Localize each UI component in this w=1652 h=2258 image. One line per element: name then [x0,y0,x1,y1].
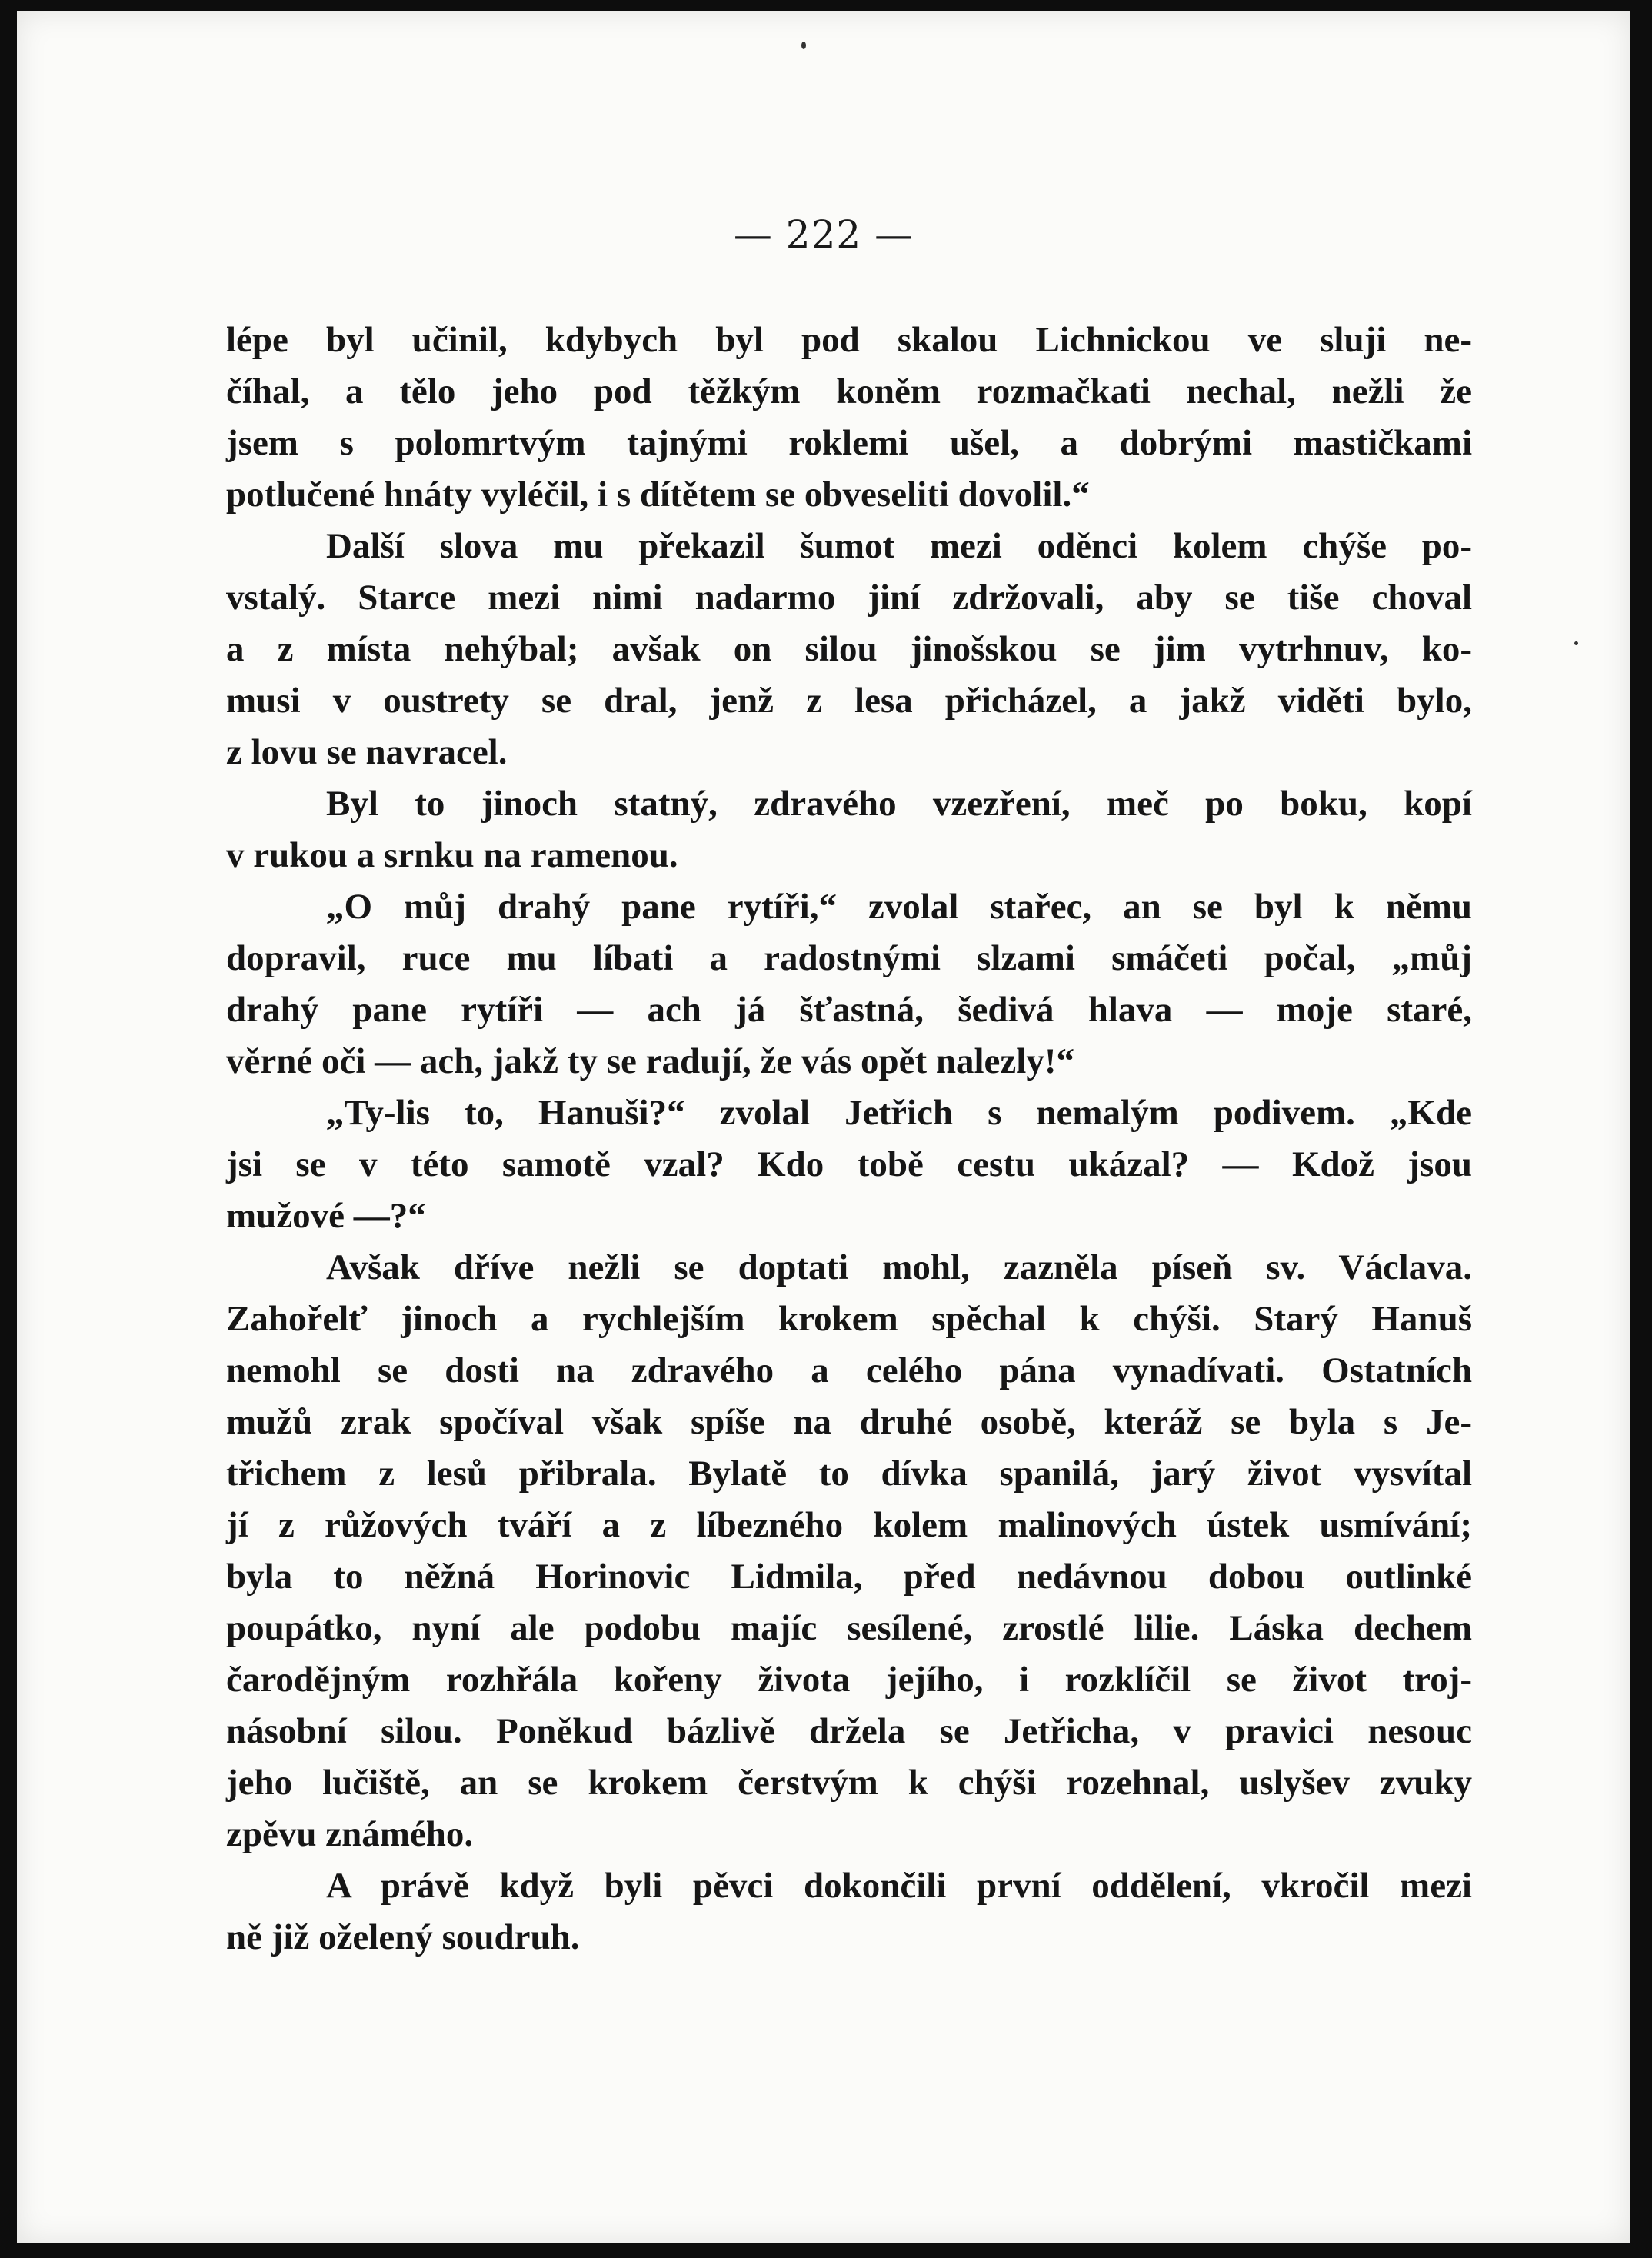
text-line: čarodějným rozhřála kořeny života jejího, i rozklíčil se život troj- [226,1660,1472,1700]
text-line: nemohl se dosti na zdravého a celého pána vynadívati. Ostatních [226,1350,1472,1390]
text-line: potlučené hnáty vyléčil, i s dítětem se obveseliti dovolil.“ [226,475,1090,515]
text-line: lépe byl učinil, kdybych byl pod skalou Lichnickou ve sluji ne- [226,320,1472,360]
paragraph [226,1242,1472,1860]
text-line: věrné oči — ach, jakž ty se radují, že vás opět nalezly!“ [226,1041,1074,1081]
text-line: mužové —?“ [226,1196,426,1236]
paragraph [226,1860,1472,1963]
body-text [226,315,1472,1963]
text-line: z lovu se navracel. [226,732,508,772]
text-line: zpěvu známého. [226,1814,474,1854]
speck-mark [1574,641,1578,645]
text-line: „Ty-lis to, Hanuši?“ zvolal Jetřich s nemalým podivem. „Kde [326,1093,1472,1133]
text-line: poupátko, nyní ale podobu majíc sesílené, zrostlé lilie. Láska dechem [226,1608,1472,1648]
text-line: mužů zrak spočíval však spíše na druhé osobě, kteráž se byla s Je- [226,1402,1472,1442]
text-line: ně již oželený soudruh. [226,1917,580,1957]
text-line: a z místa nehýbal; avšak on silou jinošskou se jim vytrhnuv, ko- [226,629,1472,669]
text-line: jsem s polomrtvým tajnými roklemi ušel, a dobrými mastičkami [226,423,1472,463]
text-line: Avšak dříve nežli se doptati mohl, zazněla píseň sv. Václava. [326,1247,1472,1287]
text-line: jsi se v této samotě vzal? Kdo tobě cestu ukázal? — Kdož jsou [226,1144,1472,1184]
text-line: byla to něžná Horinovic Lidmila, před nedávnou dobou outlinké [226,1557,1472,1597]
text-line: Byl to jinoch statný, zdravého vzezření, meč po boku, kopí [326,784,1472,824]
speck-mark [801,42,806,49]
text-line: číhal, a tělo jeho pod těžkým koněm rozmačkati nechal, nežli že [226,371,1472,411]
text-line: dopravil, ruce mu líbati a radostnými slzami smáčeti počal, „můj [226,938,1472,978]
paragraph [226,1087,1472,1242]
paragraph [226,881,1472,1087]
text-line: v rukou a srnku na ramenou. [226,835,678,875]
book-page [17,11,1630,2243]
paragraph [226,315,1472,521]
paragraph [226,521,1472,778]
text-line: drahý pane rytíři — ach já šťastná, šedivá hlava — moje staré, [226,990,1472,1030]
text-line: násobní silou. Poněkud bázlivě držela se Jetřicha, v pravici nesouc [226,1711,1472,1751]
text-line: Další slova mu překazil šumot mezi oděnci kolem chýše po- [326,526,1472,566]
text-line: A právě když byli pěvci dokončili první oddělení, vkročil mezi [326,1866,1472,1906]
paragraph [226,778,1472,881]
text-line: jí z růžových tváří a z líbezného kolem malinových ústek usmívání; [226,1505,1472,1545]
text-line: vstalý. Starce mezi nimi nadarmo jiní zdržovali, aby se tiše choval [226,578,1472,618]
text-line: musi v oustrety se dral, jenž z lesa přicházel, a jakž viděti bylo, [226,681,1472,721]
text-line: „O můj drahý pane rytíři,“ zvolal stařec, an se byl k němu [326,887,1472,927]
text-line: třichem z lesů přibrala. Bylatě to dívka spanilá, jarý život vysvítal [226,1454,1472,1494]
text-line: Zahořelť jinoch a rychlejším krokem spěchal k chýši. Starý Hanuš [226,1299,1472,1339]
page-number: — 222 — [733,212,914,257]
text-line: jeho lučiště, an se krokem čerstvým k chýši rozehnal, uslyšev zvuky [226,1763,1472,1803]
